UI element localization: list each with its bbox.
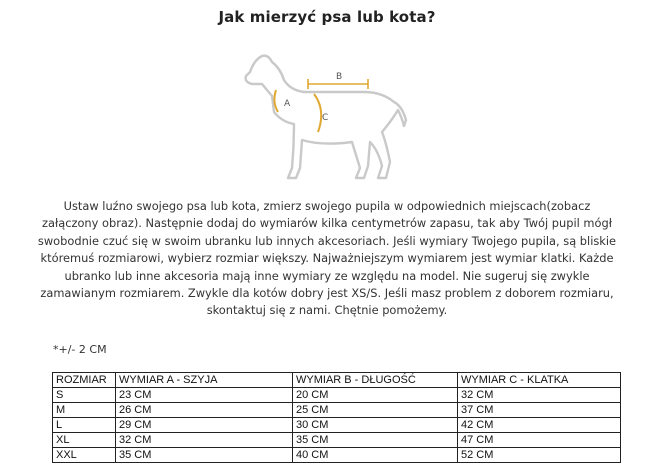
table-row <box>53 403 621 418</box>
measure-a-line <box>274 90 278 112</box>
cell-size: XXL <box>53 448 116 463</box>
label-a: A <box>284 99 291 109</box>
description-line: swobodnie czuć się w swoim ubranku lub innych akcesoriach. Jeśli wymiary Twojego pupila, są bliskie <box>37 233 617 248</box>
size-table <box>52 372 621 463</box>
header-size: ROZMIAR <box>53 373 116 388</box>
description-line: załączony obraz). Następnie dodaj do wymiarów kilka centymetrów zapasu, tak aby Twój pupil mógł <box>42 216 612 231</box>
cell-chest: 47 CM <box>458 433 621 448</box>
cell-length: 25 CM <box>293 403 458 418</box>
table-row <box>53 418 621 433</box>
page-title: Jak mierzyć psa lub kota? <box>218 8 436 26</box>
cell-length: 40 CM <box>293 448 458 463</box>
label-b: B <box>336 72 343 82</box>
cell-chest: 32 CM <box>458 388 621 403</box>
table-header-row <box>53 373 621 388</box>
cell-neck: 32 CM <box>116 433 293 448</box>
description-line: ubranko lub inne akcesoria mają inne wymiary ze względu na model. Nie sugeruj się zwykle <box>64 268 590 283</box>
description-line: któremuś rozmiarowi, wybierz rozmiar większy. Najważniejszym wymiarem jest wymiar klatki. Każde <box>40 251 614 266</box>
header-neck: WYMIAR A - SZYJA <box>116 373 293 388</box>
cell-neck: 29 CM <box>116 418 293 433</box>
measure-c-line <box>314 94 321 132</box>
label-c: C <box>322 113 329 123</box>
cell-size: S <box>53 388 116 403</box>
description-line: Ustaw luźno swojego psa lub kota, zmierz swojego pupila w odpowiednich miejscach(zobacz <box>63 199 591 213</box>
description-line: zamawianym rozmiarem. Zwykle dla kotów dobry jest XS/S. Jeśli masz problem z doborem rozmiaru, <box>40 286 614 301</box>
cell-size: L <box>53 418 116 433</box>
cell-length: 30 CM <box>293 418 458 433</box>
cell-chest: 37 CM <box>458 403 621 418</box>
cell-length: 20 CM <box>293 388 458 403</box>
cell-neck: 26 CM <box>116 403 293 418</box>
cell-neck: 35 CM <box>116 448 293 463</box>
cell-size: M <box>53 403 116 418</box>
description-line: skontaktuj się z nami. Chętnie pomożemy. <box>206 303 448 318</box>
table-row <box>53 433 621 448</box>
header-length: WYMIAR B - DŁUGOŚĆ <box>293 373 458 388</box>
cell-neck: 23 CM <box>116 388 293 403</box>
header-chest: WYMIAR C - KLATKA <box>458 373 621 388</box>
cell-length: 35 CM <box>293 433 458 448</box>
table-row <box>53 388 621 403</box>
table-row <box>53 448 621 463</box>
tolerance-note: *+/- 2 CM <box>53 343 107 356</box>
cell-size: XL <box>53 433 116 448</box>
cell-chest: 42 CM <box>458 418 621 433</box>
description-text <box>30 198 624 320</box>
cell-chest: 52 CM <box>458 448 621 463</box>
dog-measurement-diagram <box>232 50 422 190</box>
